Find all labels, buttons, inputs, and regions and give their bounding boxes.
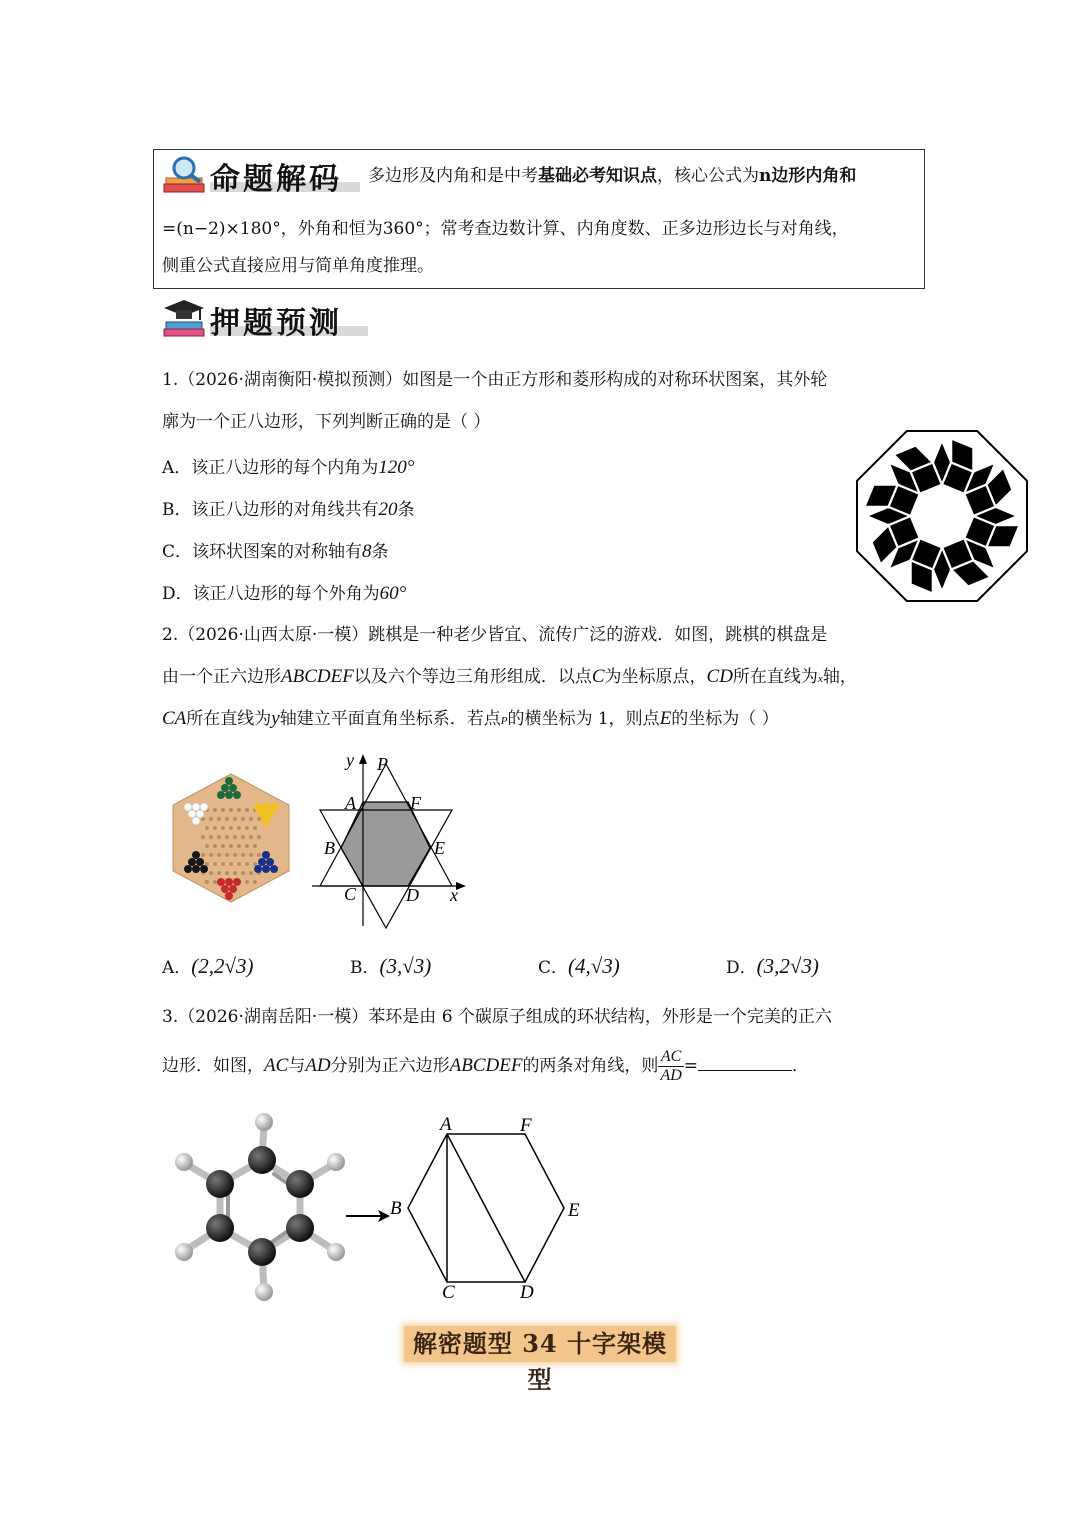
- q2-star-hexagon-diagram: [300, 748, 470, 930]
- label-C: C: [344, 884, 357, 904]
- stem-text: 的两条对角线，则: [522, 1056, 659, 1076]
- stem-math: CA: [162, 708, 187, 729]
- stem-math: x: [817, 673, 823, 685]
- q2-option-b[interactable]: [350, 953, 431, 979]
- intro-text: ，核心公式为: [657, 166, 759, 186]
- option-value: (4,√3): [568, 954, 620, 978]
- q3-hexagon-diagram: [380, 1110, 590, 1302]
- label-F: F: [410, 793, 421, 813]
- stem-text: 所在直线为: [732, 667, 818, 687]
- section-title-banner: 解密题型 34 十字架模型: [404, 1326, 676, 1362]
- label-A: A: [440, 1114, 452, 1135]
- stem-text: 所在直线为: [186, 709, 272, 729]
- label-D: D: [520, 1282, 534, 1302]
- label-B: B: [390, 1198, 402, 1219]
- stem-math: AC: [264, 1055, 289, 1076]
- intro-line-3: 侧重公式直接应用与简单角度推理。: [162, 256, 434, 276]
- q1-option-d[interactable]: [162, 579, 406, 605]
- option-label: B．该正八边形的对角线共有: [162, 500, 379, 520]
- fraction-numerator: AC: [658, 1048, 683, 1067]
- option-suffix: 条: [371, 542, 389, 562]
- q1-stem-line-2: 廓为一个正八边形，下列判断正确的是（ ）: [162, 412, 491, 432]
- label-B: B: [324, 838, 335, 858]
- stem-math: ABCDEF: [281, 666, 354, 687]
- graduation-cap-books-icon: [162, 296, 208, 338]
- q3-stem-line-2: [162, 1048, 809, 1085]
- q2-option-a[interactable]: [162, 953, 254, 979]
- stem-math: y: [271, 708, 280, 729]
- label-P: P: [377, 754, 388, 774]
- stem-text: 轴，: [822, 667, 857, 687]
- badge-yati-label: 押题预测: [210, 306, 342, 341]
- intro-text: 多边形及内角和是中考: [368, 166, 538, 186]
- option-suffix: 条: [397, 500, 415, 520]
- intro-emphasis: n边形内角和: [759, 166, 857, 186]
- stem-text: 分别为正六边形: [330, 1056, 450, 1076]
- octagon-ring-figure: [846, 420, 1038, 612]
- stem-text: 的横坐标为 1，则点: [507, 709, 660, 729]
- stem-text: ．: [792, 1056, 810, 1076]
- option-label: C．: [538, 958, 569, 978]
- badge-mingti-label: 命题解码: [210, 162, 342, 197]
- option-value: (3,√3): [379, 954, 432, 978]
- q2-stem-line-3: [162, 708, 779, 732]
- stem-text: 轴建立平面直角坐标系．若点: [279, 709, 501, 729]
- q2-stem-line-1: 2.（2026·山西太原·一模）跳棋是一种老少皆宜、流传广泛的游戏．如图，跳棋的棋盘是: [162, 625, 828, 645]
- option-value: 8: [362, 541, 372, 562]
- q2-stem-line-2: [162, 666, 857, 690]
- option-label: D．: [726, 958, 757, 978]
- option-value: (2,2√3): [191, 954, 254, 978]
- stem-math: P: [500, 715, 508, 727]
- option-value: (3,2√3): [756, 954, 819, 978]
- equals-sign: =: [683, 1056, 699, 1076]
- stem-math: ABCDEF: [449, 1055, 523, 1076]
- option-label: A．: [162, 958, 192, 978]
- q2-option-d[interactable]: [726, 953, 819, 979]
- ac-over-ad-fraction: [658, 1048, 683, 1085]
- intro-line-2: =(n−2)×180°，外角和恒为360°；常考查边数计算、内角度数、正多边形边长与对角线，: [162, 219, 849, 239]
- label-C: C: [442, 1282, 455, 1302]
- option-value: 120°: [378, 457, 415, 478]
- option-value: 60°: [379, 583, 407, 604]
- label-F: F: [520, 1115, 532, 1136]
- chinese-checkers-board-photo: [170, 772, 292, 904]
- intro-emphasis: 基础必考知识点: [538, 166, 657, 186]
- label-A: A: [345, 793, 356, 813]
- badge-yati: [162, 294, 372, 340]
- stem-math: C: [591, 666, 605, 687]
- option-label: B．: [350, 958, 380, 978]
- badge-mingti: [162, 152, 362, 196]
- stem-text: 与: [288, 1056, 306, 1076]
- fraction-denominator: AD: [660, 1067, 682, 1084]
- option-label: D．该正八边形的每个外角为: [162, 584, 380, 604]
- label-x: x: [450, 885, 458, 905]
- stem-text: 边形．如图，: [162, 1056, 264, 1076]
- q3-stem-line-1: 3.（2026·湖南岳阳·一模）苯环是由 6 个碳原子组成的环状结构，外形是一个完美的正六: [162, 1007, 832, 1027]
- label-E: E: [434, 838, 445, 858]
- option-value: 20: [378, 499, 398, 520]
- intro-line-1: [368, 165, 856, 187]
- y-axis-arrow: [359, 754, 367, 764]
- answer-blank[interactable]: [698, 1054, 792, 1071]
- option-label: C．该环状图案的对称轴有: [162, 542, 363, 562]
- label-E: E: [568, 1200, 580, 1221]
- q1-option-a[interactable]: [162, 453, 414, 479]
- label-y: y: [346, 750, 354, 770]
- label-D: D: [406, 885, 419, 905]
- q1-stem-line-1: 1.（2026·湖南衡阳·模拟预测）如图是一个由正方形和菱形构成的对称环状图案，其外轮: [162, 370, 828, 390]
- stem-text: 的坐标为（ ）: [671, 709, 779, 729]
- q2-option-c[interactable]: [538, 953, 620, 979]
- stem-text: 为坐标原点，: [604, 667, 707, 687]
- stem-math: AD: [305, 1055, 331, 1076]
- stem-text: 以及六个等边三角形组成．以点: [353, 667, 592, 687]
- diagonal-AD: [447, 1134, 525, 1282]
- stem-math: CD: [706, 666, 733, 687]
- magnifier-book-icon: [162, 154, 208, 194]
- q1-option-c[interactable]: [162, 537, 389, 563]
- stem-math: E: [659, 708, 672, 729]
- benzene-molecule-model: [168, 1108, 352, 1308]
- q1-option-b[interactable]: [162, 495, 415, 521]
- option-label: A．该正八边形的每个内角为: [162, 458, 379, 478]
- stem-text: 由一个正六边形: [162, 667, 281, 687]
